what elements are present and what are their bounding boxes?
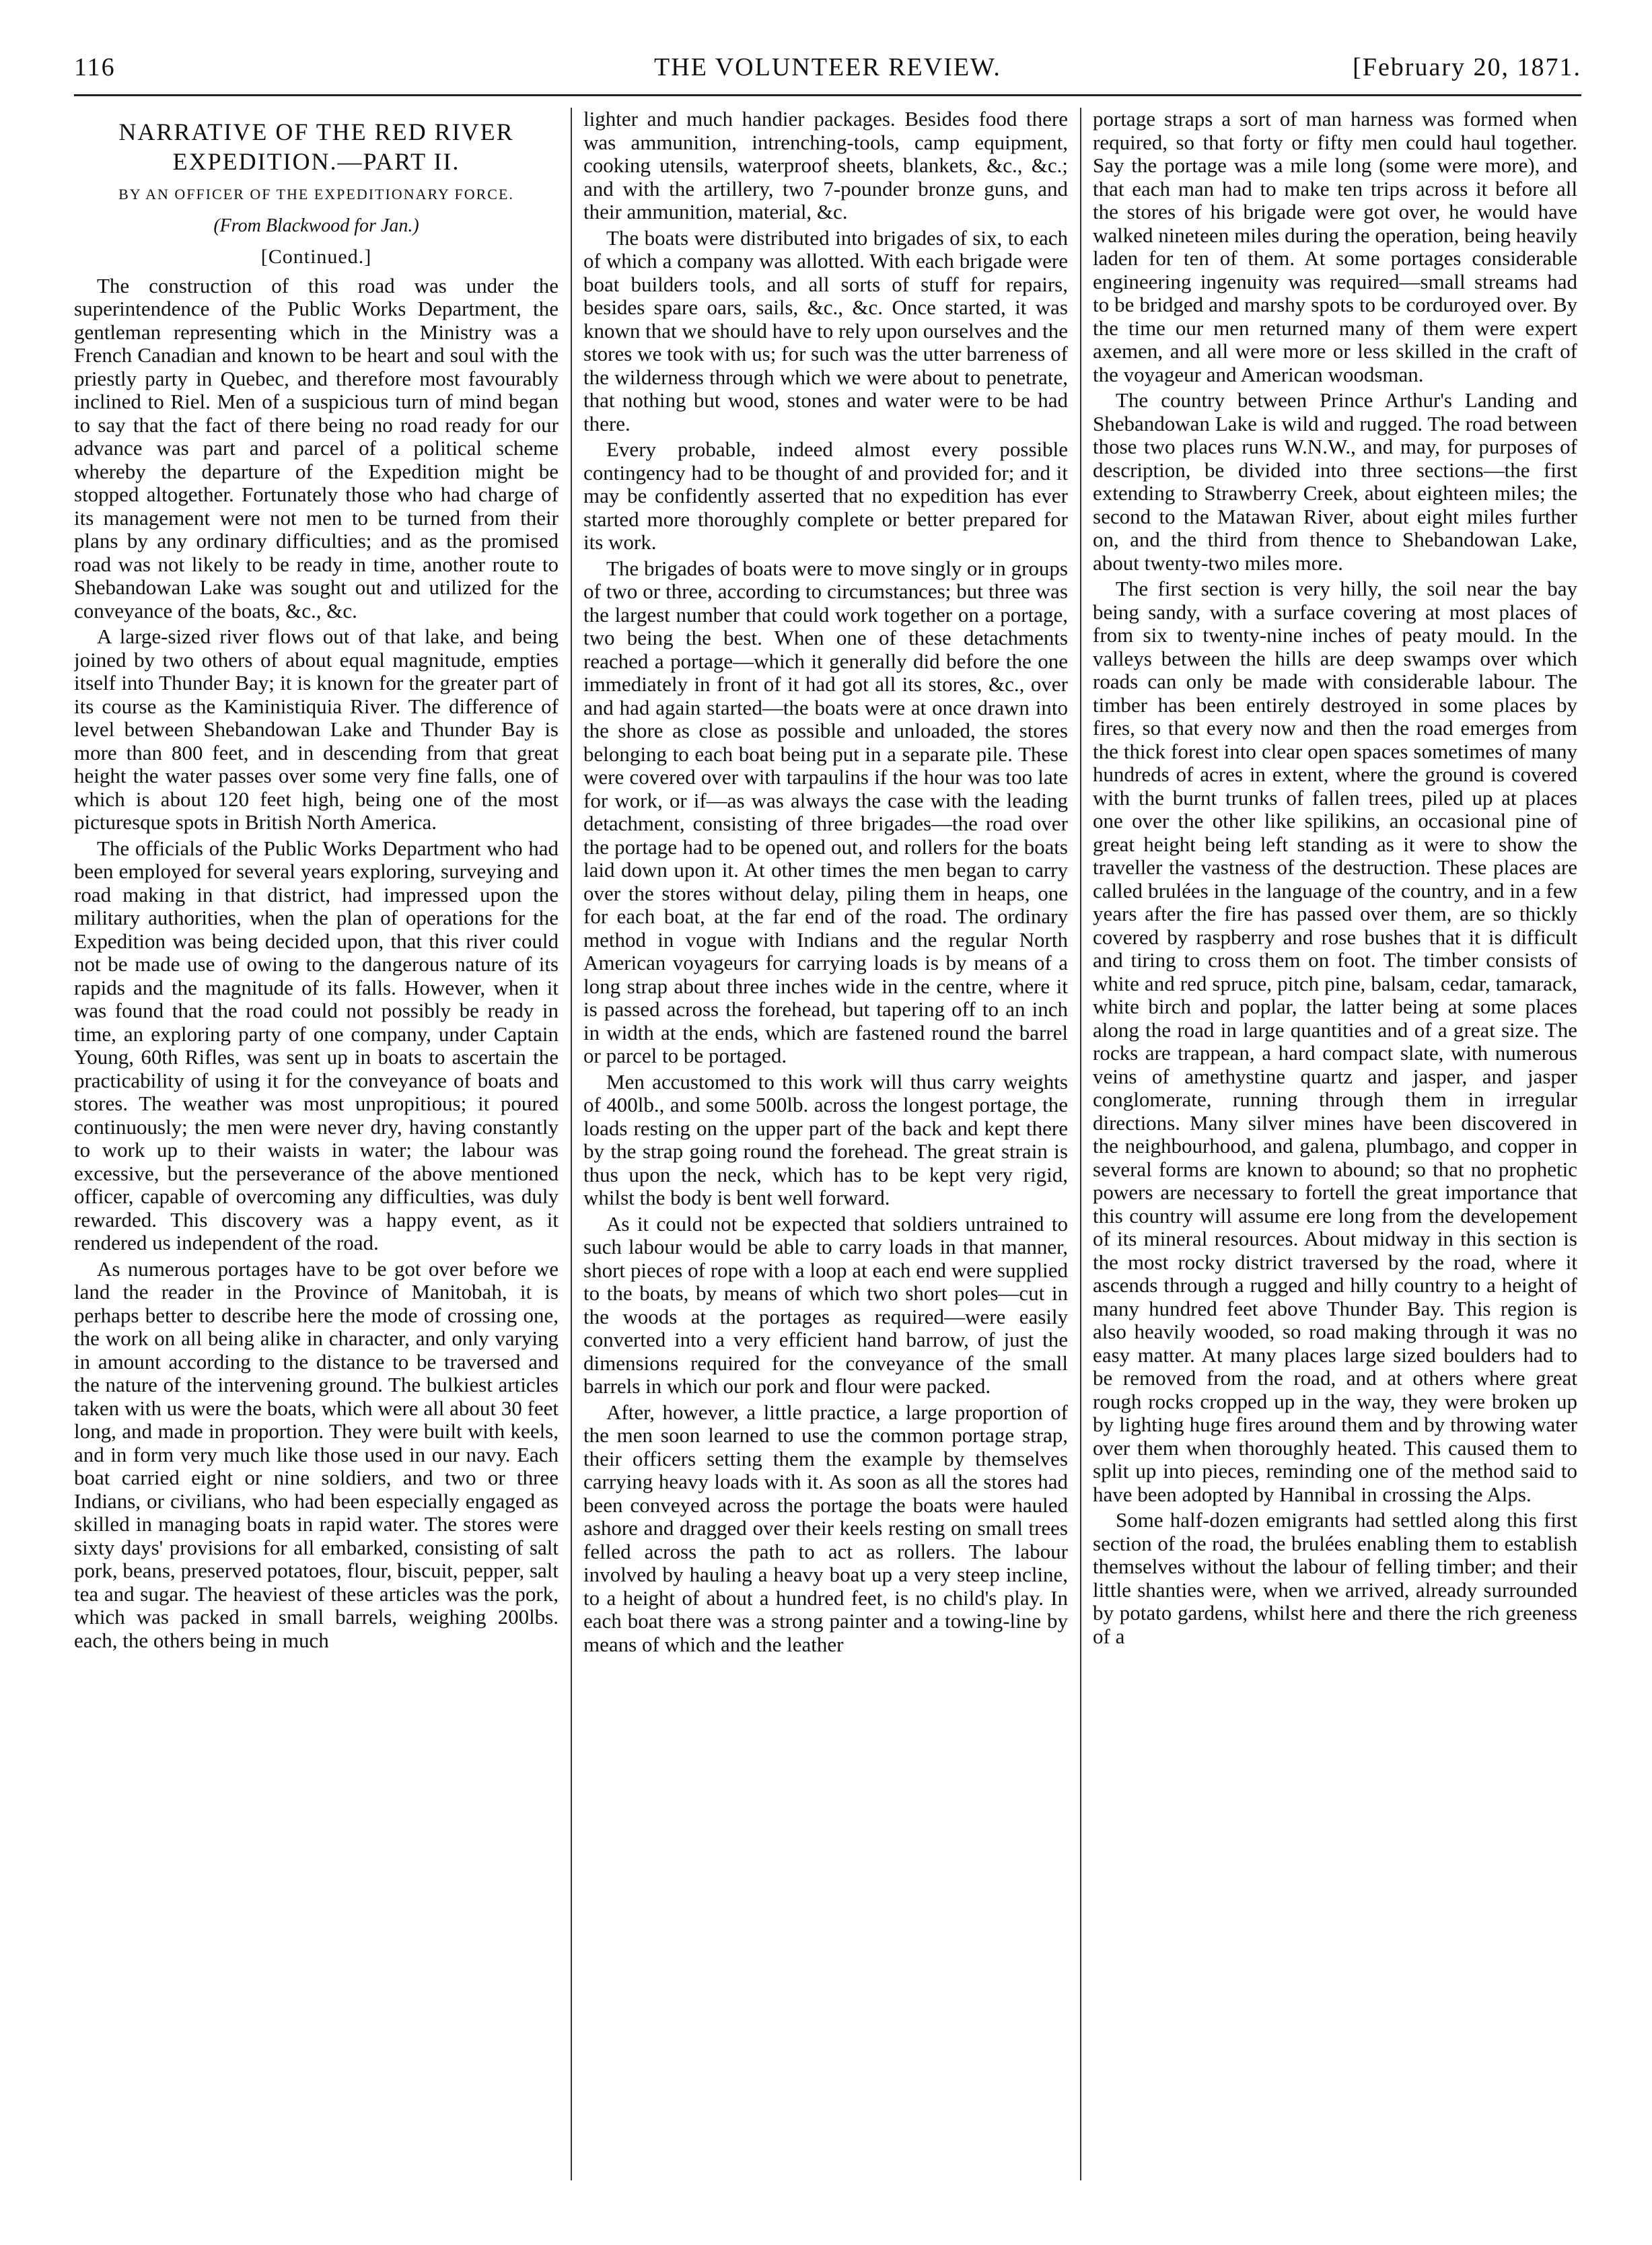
column-3	[1093, 108, 1577, 2180]
paragraph: Every probable, indeed almost every possible contingency had to be thought of and provided for; and it may be confidently asserted that no expedition has ever started more thoroughly complete or better prepared for its work.	[583, 437, 1068, 554]
paragraph: After, however, a little practice, a large proportion of the men soon learned to use the common portage strap, their officers setting them the example by themselves carrying heavy loads with it. As soon as all the stores had been conveyed across the portage the boats were hauled ashore and dragged over their keels resting on small trees felled across the path to act as rollers. The labour involved by hauling a heavy boat up a very steep incline, to a height of about a hundred feet, is no child's play. In each boat there was a strong painter and a towing-line by means of which and the leather	[583, 1400, 1068, 1656]
header-rule	[74, 94, 1581, 96]
column-rule	[571, 108, 572, 2180]
paragraph: portage straps a sort of man harness was formed when required, so that forty or fifty men could haul together. Say the portage was a mile long (some were more), and that each man had to make ten trips across it before all the stores of his brigade were got over, he would have walked nineteen miles during the operation, being heavily laden for ten of them. At some portages considerable engineering ingenuity was required—small streams had to be bridged and marshy spots to be corduroyed over. By the time our men returned many of them were expert axemen, and all were more or less skilled in the craft of the voyageur and American woodsman.	[1093, 108, 1577, 386]
paragraph: As numerous portages have to be got over before we land the reader in the Province of Manitobah, it is perhaps better to describe here the mode of crossing one, the work on all being alike in character, and only varying in amount according to the distance to be traversed and the nature of the intervening ground. The bulkiest articles taken with us were the boats, which were all about 30 feet long, and made in proportion. They were built with keels, and in form very much like those used in our navy. Each boat carried eight or nine soldiers, and two or three Indians, or civilians, who had been especially engaged as skilled in managing boats in rapid water. The stores were sixty days' provisions for all embarked, consisting of salt pork, beans, preserved potatoes, flour, biscuit, pepper, salt tea and sugar. The heaviest of these articles was the pork, which was packed in small barrels, weighing 200lbs. each, the others being in much	[74, 1256, 559, 1652]
paragraph: Some half-dozen emigrants had settled along this first section of the road, the brulées enabling them to establish themselves without the labour of felling timber; and their little shanties were, when we arrived, already surrounded by potato gardens, whilst here and there the rich greeness of a	[1093, 1508, 1577, 1648]
paragraph: The country between Prince Arthur's Landing and Shebandowan Lake is wild and rugged. The road between those two places runs W.N.W., and may, for purposes of description, be divided into three sections—the first extending to Strawberry Creek, about eighteen miles; the second to the Matawan River, about eight miles further on, and the third from thence to Shebandowan Lake, about twenty-two miles more.	[1093, 388, 1577, 575]
paragraph: The brigades of boats were to move singly or in groups of two or three, according to circumstances; but three was the largest number that could work together on a portage, two being the best. When one of these detachments reached a portage—which it generally did before the one immediately in front of it had got all its stores, &c., over and had again started—the boats were at once drawn into the shore as close as possible and unloaded, the stores belonging to each boat being put in a separate pile. These were covered over with tarpaulins if the hour was too late for work, or if—as was always the case with the leading detachment, consisting of three brigades—the road over the portage had to be opened out, and rollers for the boats laid down upon it. At other times the men began to carry over the stores without delay, piling them in heaps, one for each boat, at the far end of the road. The ordinary method in vogue with Indians and the regular North American voyageurs for carrying loads is by means of a long strap about three inches wide in the centre, where it is passed across the forehead, but tapering off to an inch in width at the ends, which are fastened round the barrel or parcel to be portaged.	[583, 556, 1068, 1067]
paragraph: Men accustomed to this work will thus carry weights of 400lb., and some 500lb. across the longest portage, the loads resting on the upper part of the back and kept there by the strap going round the forehead. The great strain is thus upon the neck, which has to be kept very rigid, whilst the body is bent well forward.	[583, 1069, 1068, 1209]
article-title: NARRATIVE OF THE RED RIVER EXPEDITION.—PART II.	[118, 118, 514, 175]
publication-title: THE VOLUNTEER REVIEW.	[654, 53, 1001, 81]
paragraph: The construction of this road was under the superintendence of the Public Works Department, the gentleman representing which in the Ministry was a French Canadian and known to be heart and soul with the priestly party in Quebec, and therefore most favourably inclined to Riel. Men of a suspicious turn of mind began to say that the fact of there being no road ready for our advance was part and parcel of a political scheme whereby the departure of the Expedition might be stopped altogether. Fortunately those who had charge of its management were not men to be turned from their plans by any ordinary difficulties; and as the promised road was not likely to be ready in time, another route to Shebandowan Lake was sought out and utilized for the conveyance of the boats, &c., &c.	[74, 273, 559, 622]
paragraph: The first section is very hilly, the soil near the bay being sandy, with a surface covering at most places of from six to twenty-nine inches of peaty mould. In the valleys between the hills are deep swamps over which roads can only be made with considerable labour. The timber has been entirely destroyed in some places by fires, so that every now and then the road emerges from the thick forest into clear open spaces sometimes of many hundreds of acres in extent, where the ground is covered with the burnt trunks of fallen trees, piled up at places one over the other like spilikins, an occasional pine of great height being left standing as it were to show the traveller the vastness of the destruction. These places are called brulées in the language of the country, and in a few years after the fire has passed over them, are so thickly covered by raspberry and rose bushes that it is difficult and tiring to cross them on foot. The timber consists of white and red spruce, pitch pine, balsam, cedar, tamarack, white birch and poplar, the latter being at some places along the road in large quantities and of a great size. The rocks are trappean, a hard compact slate, with numerous veins of amethystine quartz and jasper, and jasper conglomerate, running through them in irregular directions. Many silver mines have been discovered in the neighbourhood, and galena, plumbago, and copper in several forms are known to abound; so that no prophetic powers are necessary to fortell the great importance that this country will assume ere long from the developement of its mineral resources. About midway in this section is the most rocky district traversed by the road, where it ascends through a rugged and hilly country to a height of many hundred feet above Thunder Bay. This region is also heavily wooded, so road making through it was no easy matter. At many places large sized boulders had to be removed from the road, and at others where great rough rocks cropped up in the way, they were broken up by lighting huge fires around them and by throwing water over them when thoroughly heated. This caused them to split up into pieces, reminding one of the method said to have been adopted by Hannibal in crossing the Alps.	[1093, 577, 1577, 1506]
page-number: 116	[74, 53, 116, 81]
paragraph: The boats were distributed into brigades of six, to each of which a company was allotted. With each brigade were boat builders tools, and all sorts of stuff for repairs, besides spare oars, sails, &c., &c. Once started, it was known that we should have to rely upon ourselves and the stores we took with us; for such was the utter barreness of the wilderness through which we were about to penetrate, that nothing but wood, stones and water were to be had there.	[583, 225, 1068, 435]
running-head	[74, 47, 1581, 87]
paragraph: A large-sized river flows out of that lake, and being joined by two others of about equal magnitude, empties itself into Thunder Bay; it is known for the greater part of its course as the Kaministiquia River. The difference of level between Shebandowan Lake and Thunder Bay is more than 800 feet, and in descending from that great height the water passes over some very fine falls, one of which is about 120 feet high, being one of the most picturesque spots in British North America.	[74, 625, 559, 834]
continued-label: [Continued.]	[260, 246, 372, 268]
column-1	[74, 108, 559, 2180]
article-byline: BY AN OFFICER OF THE EXPEDITIONARY FORCE.	[118, 186, 514, 203]
paragraph: As it could not be expected that soldiers untrained to such labour would be able to carry loads in that manner, short pieces of rope with a loop at each end were supplied to the boats, by means of which two short poles—cut in the woods at the portages as required—were easily converted into a very efficient hand barrow, of just the dimensions required for the conveyance of the small barrels in which our pork and flour were packed.	[583, 1211, 1068, 1398]
article-source: (From Blackwood for Jan.)	[213, 215, 419, 236]
column-2	[583, 108, 1068, 2180]
paragraph: lighter and much handier packages. Besides food there was ammunition, intrenching-tools, camp equipment, cooking utensils, waterproof sheets, blankets, &c., &c.; and with the artillery, two 7-pounder bronze guns, and their ammunition, material, &c.	[583, 108, 1068, 223]
text-columns	[74, 108, 1581, 2180]
issue-date: [February 20, 1871.	[1353, 53, 1581, 81]
newspaper-page	[74, 40, 1581, 2207]
paragraph: The officials of the Public Works Department who had been employed for several years exploring, surveying and road making in that district, had impressed upon the military authorities, when the plan of operations for the Expedition was being decided upon, that this river could not be made use of owing to the dangerous nature of its rapids and the magnitude of its falls. However, when it was found that the road could not possibly be ready in time, an exploring party of one company, under Captain Young, 60th Rifles, was sent up in boats to ascertain the practicability of using it for the conveyance of boats and stores. The weather was most unpropitious; it poured continuously; the men were never dry, having constantly to work up to their waists in water; the labour was excessive, but the perseverance of the above mentioned officer, capable of overcoming any difficulties, was duly rewarded. This discovery was a happy event, as it rendered us independent of the road.	[74, 836, 559, 1254]
column-rule	[1080, 108, 1081, 2180]
